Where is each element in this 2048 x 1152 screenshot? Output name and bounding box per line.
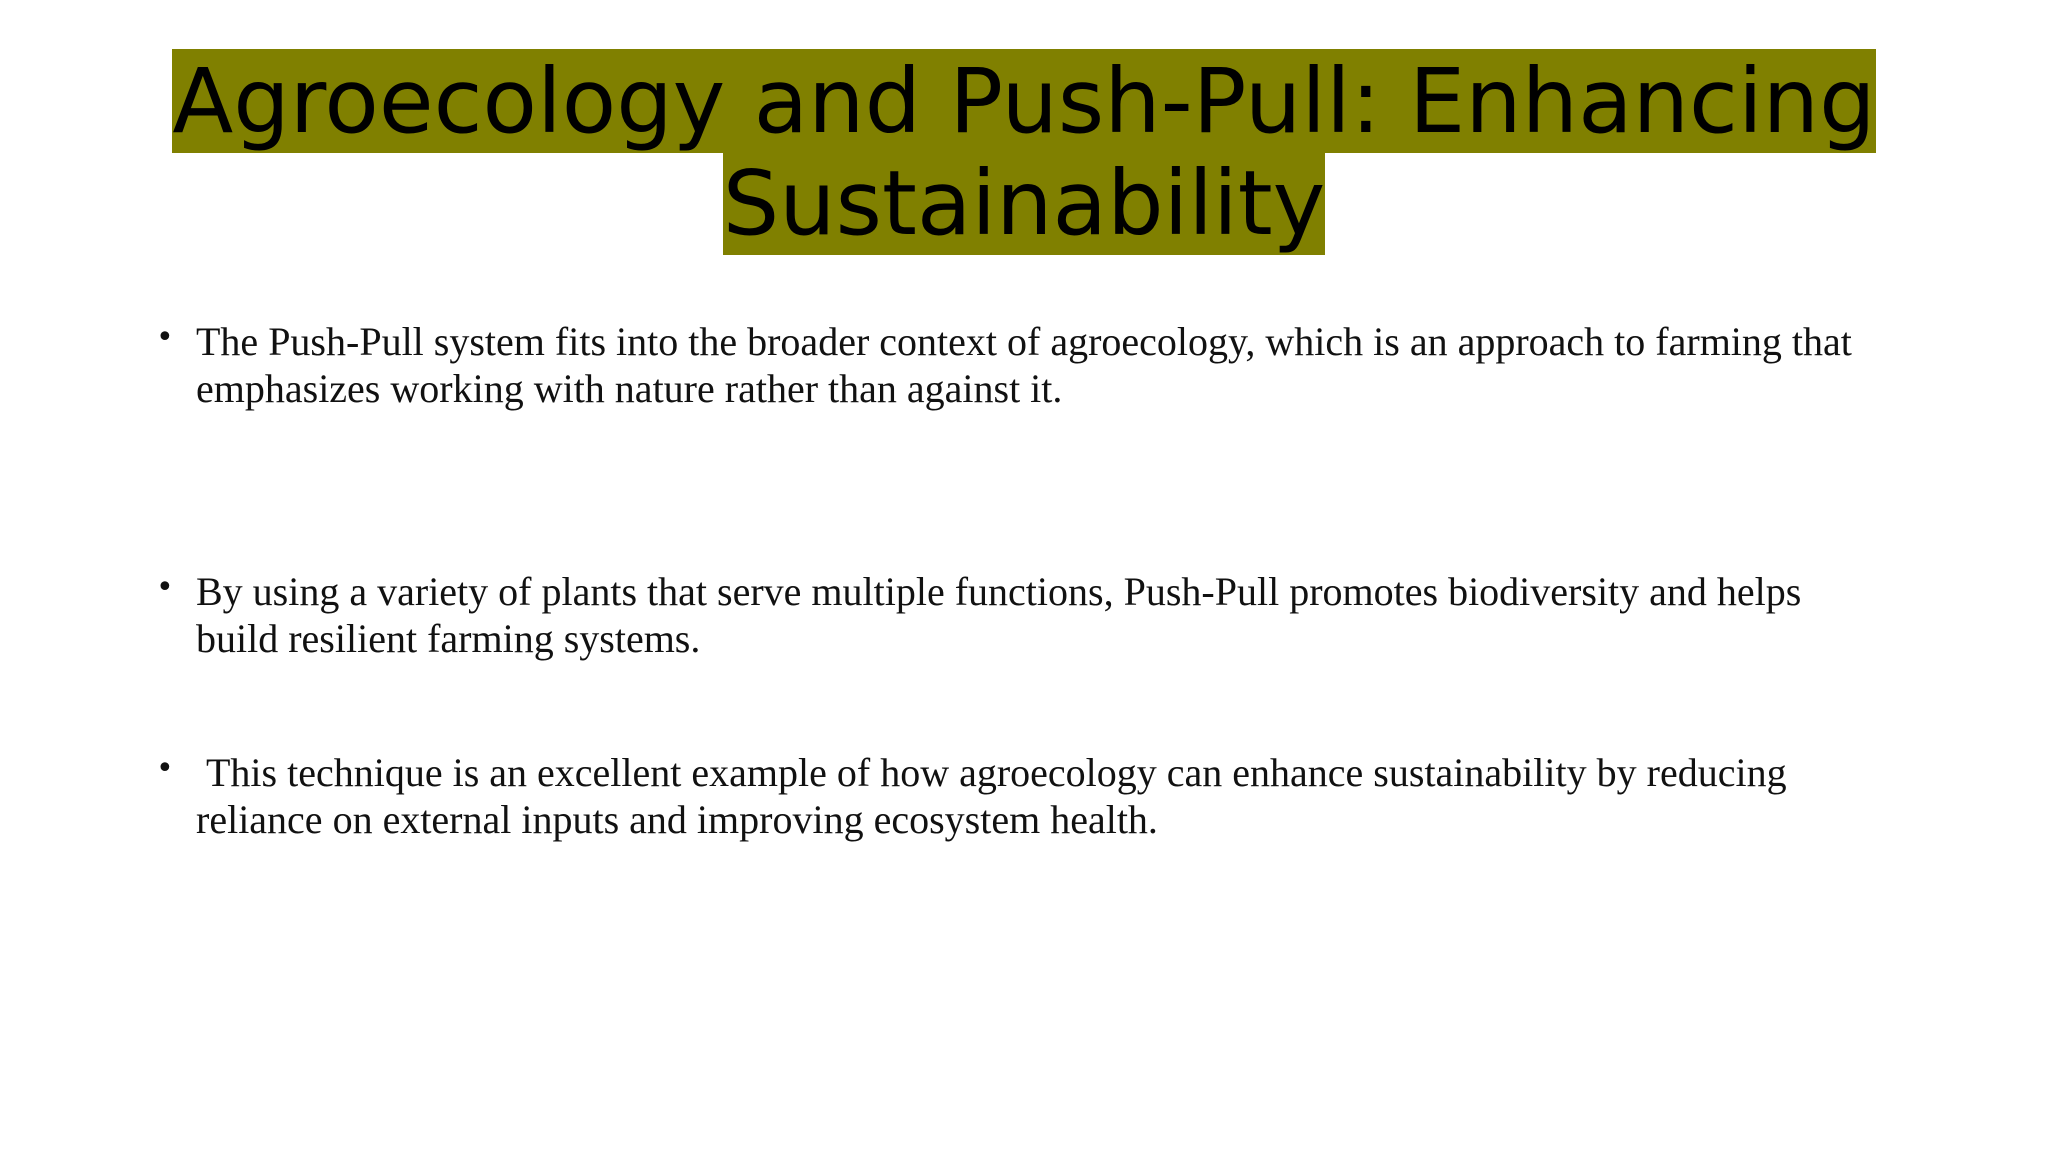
bullet-item-1 xyxy=(150,318,1890,412)
slide-title xyxy=(140,50,1908,254)
title-container xyxy=(140,50,1908,254)
bullet-text-2: By using a variety of plants that serve multiple functions, Push-Pull promotes biodiversity and helps build resilient farming systems. xyxy=(196,569,1802,661)
bullet-item-3 xyxy=(150,749,1890,843)
bullet-text-3: This technique is an excellent example of how agroecology can enhance sustainability by reducing reliance on external inputs and improving ecosystem health. xyxy=(196,750,1797,842)
bullet-dot-icon: • xyxy=(156,570,174,605)
slide-title-text: Agroecology and Push-Pull: Enhancing Sustainability xyxy=(172,49,1876,255)
bullet-text-1: The Push-Pull system fits into the broader context of agroecology, which is an approach to farming that emphasizes working with nature rather than against it. xyxy=(196,319,1852,411)
bullet-dot-icon: • xyxy=(156,751,174,786)
bullet-dot-icon: • xyxy=(156,320,174,355)
bullet-list xyxy=(150,318,1890,843)
bullet-item-2 xyxy=(150,568,1890,662)
